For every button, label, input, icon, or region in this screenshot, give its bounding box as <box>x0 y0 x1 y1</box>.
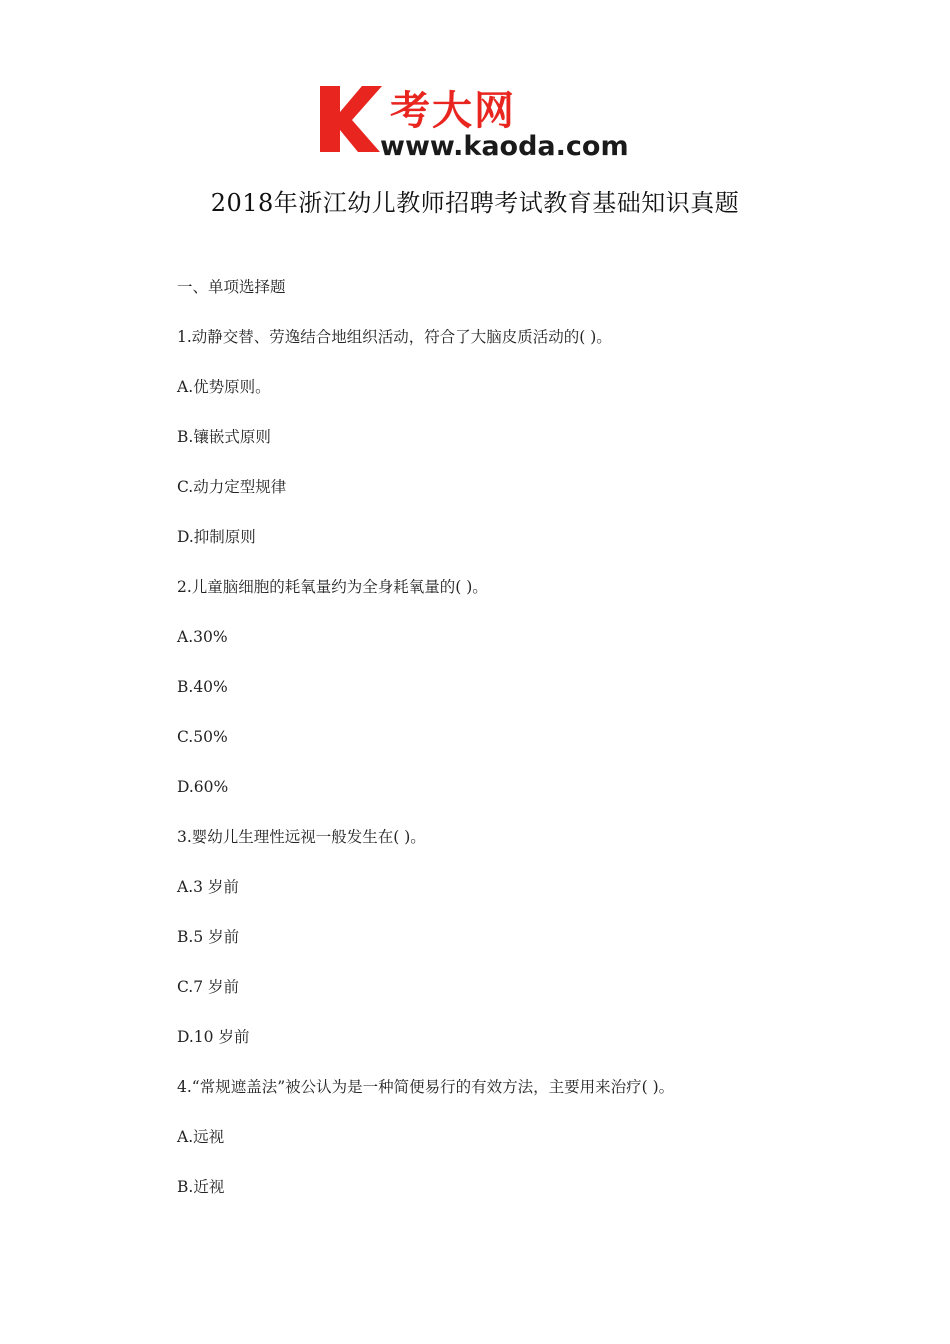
option-item: C.动力定型规律 <box>177 478 287 496</box>
option-item: B.近视 <box>177 1178 225 1196</box>
option-item: D.60% <box>177 778 229 796</box>
document-title: 2018年浙江幼儿教师招聘考试教育基础知识真题 <box>210 189 740 217</box>
question-list <box>177 275 877 1225</box>
option-item: A.优势原则。 <box>177 378 271 396</box>
question-stem: 2.儿童脑细胞的耗氧量约为全身耗氧量的( )。 <box>177 578 488 596</box>
option-item: A.远视 <box>177 1128 225 1146</box>
option-item: A.30% <box>177 628 228 646</box>
question-stem: 4.“常规遮盖法”被公认为是一种简便易行的有效方法，主要用来治疗( )。 <box>177 1078 675 1096</box>
question-stem: 3.婴幼儿生理性远视一般发生在( )。 <box>177 828 426 846</box>
option-item: D.10 岁前 <box>177 1028 250 1046</box>
option-item: C.7 岁前 <box>177 978 240 996</box>
option-item: B.5 岁前 <box>177 928 240 946</box>
option-item: D.抑制原则 <box>177 528 256 546</box>
option-item: B.40% <box>177 678 228 696</box>
option-item: A.3 岁前 <box>177 878 239 896</box>
section-heading: 一、单项选择题 <box>177 278 286 296</box>
logo-brand-url: www.kaoda.com <box>380 131 629 160</box>
kaoda-logo <box>318 82 638 160</box>
question-stem: 1.动静交替、劳逸结合地组织活动，符合了大脑皮质活动的( )。 <box>177 328 612 346</box>
option-item: C.50% <box>177 728 228 746</box>
option-item: B.镶嵌式原则 <box>177 428 271 446</box>
kaoda-logo-graphic <box>318 82 638 160</box>
logo-brand-cn: 考大网 <box>390 88 516 134</box>
logo-k-mark <box>320 86 382 152</box>
